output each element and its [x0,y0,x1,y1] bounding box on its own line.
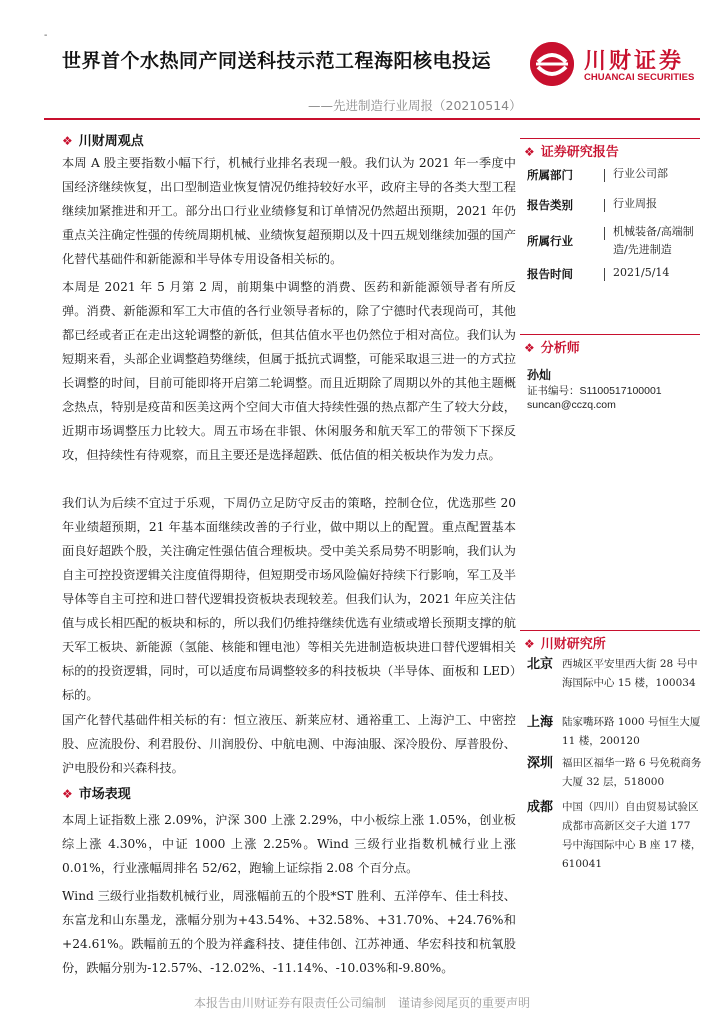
logo-text-en: CHUANCAI SECURITIES [584,72,695,83]
diamond-bullet-icon: ❖ [524,145,535,159]
sidebar-heading-report: ❖ 证券研究报告 [524,145,619,160]
paragraph: Wind 三级行业指数机械行业，周涨幅前五的个股*ST 胜利、五洋停车、佳士科技、东富龙和山东墨龙，涨幅分别为+43.54%、+32.58%、+31.70%、+24.76%和+24.61%。跌幅前五的个股为祥鑫科技、捷佳伟创、江苏神通、华宏科技和杭氧股份，跌幅分别为-12.57%、-12.02%、-11.14%、-10.03%和-9.80%。 [62,889,516,975]
sidebar-divider [520,630,700,631]
kv-separator [604,199,605,212]
paragraph: 本周是 2021 年 5 月第 2 周，前期集中调整的消费、医药和新能源领导者有所反弹。消费、新能源和军工大市值的各行业领导者标的，除了宁德时代表现尚可，其他都已经或者正在走出这轮调整的新低，但其估值水平也仍然位于相对高位。我们认为短期来看，头部企业调整趋势继续，但属于抵抗式调整，可能采取退三进一的方式拉长调整的时间，目前可能即将开启第二轮调整。而且近期除了周期以外的其他主题概念热点，特别是疫苗和医美这两个空间大市值大持续性强的热点都产生了较大分歧，近期市场调整压力比较大。周五市场在非银、休闲服务和航天军工的带领下下探反攻，但持续性有待观察，而且主要还是选择超跌、低估值的相关板块作为发力点。 [62,280,516,462]
corner-mark: - [44,30,48,41]
section-heading-market: ❖ 市场表现 [62,787,131,802]
report-info-label: 所属部门 [527,168,573,182]
report-info-value: 行业周报 [613,197,657,210]
logo-text-cn: 川财证券 [584,49,685,74]
paragraph: 本周上证指数上涨 2.09%，沪深 300 上涨 2.29%，中小板综上涨 1.05%，创业板综上涨 4.30%，中证 1000 上涨 2.25%。Wind 三级行业指数机械行业上涨 0.01%，行业涨幅周排名 52/62，跑输上证综指 2.08 个百分点。 [62,813,516,875]
diamond-bullet-icon: ❖ [524,637,535,651]
page-subtitle: ——先进制造行业周报（20210514） [308,98,522,113]
office-city: 上海 [527,715,554,730]
paragraph: 我们认为后续不宜过于乐观，下周仍立足防守反击的策略，控制仓位，优选那些 20 年业绩超预期，21 年基本面继续改善的子行业，做中期以上的配置。重点配置基本面良好超跌个股，关注确定性强估值合理板块。受中美关系局势不明影响，我们认为自主可控投资逻辑关注度值得期待，但短期受市场风险偏好持续下行影响，军工及半导体等自主可控和进口替代逻辑投资板块表现较差。但我们认为，2021 年应关注估值与成长相匹配的板块和标的，所以我们仍维持继续优选有业绩或增长预期支撑的航天军工板块、新能源（氢能、核能和锂电池）等相关先进制造板块进口替代逻辑相关标的的投资逻辑，同时，可以适度布局调整较多的科技板块（半导体、面板和 LED）标的。 [62,496,516,702]
report-info-label: 报告类别 [527,198,573,212]
kv-separator [604,227,605,240]
office-city: 深圳 [527,756,554,771]
diamond-bullet-icon: ❖ [62,134,73,148]
kv-separator [604,169,605,182]
paragraph: 本周 A 股主要指数小幅下行，机械行业排名表现一般。我们认为 2021 年一季度中国经济继续恢复，出口型制造业恢复情况仍维持较好水平，政府主导的各类大型工程继续加紧推进和开工。部分出口行业业绩修复和订单情况仍然超出预期，2021 年仍重点关注确定性强的传统周期机械、业绩恢复超预期以及十四五规划继续加强的国产化替代基础件和新能源和半导体专用设备相关标的。 [62,156,516,266]
report-info-label: 报告时间 [527,267,573,281]
logo-mark-icon [530,42,574,86]
analyst-cert: 证书编号：S1100517100001 [527,385,662,397]
diamond-bullet-icon: ❖ [62,787,73,801]
analyst-email[interactable]: suncan@cczq.com [527,399,616,411]
report-info-value: 行业公司部 [613,167,668,180]
company-logo [530,42,700,88]
office-address: 中国（四川）自由贸易试验区成都市高新区交子大道 177 号中海国际中心 B 座 17 楼，610041 [562,801,702,870]
page-footer: 本报告由川财证券有限责任公司编制 谨请参阅尾页的重要声明 [193,996,530,1010]
office-city: 北京 [527,657,554,672]
paragraph: 国产化替代基础件相关标的有：恒立液压、新莱应材、通裕重工、上海沪工、中密控股、应流股份、利君股份、川润股份、中航电测、中海油服、深冷股份、厚普股份、沪电股份和兴森科技。 [62,713,516,775]
office-address: 福田区福华一路 6 号免税商务大厦 32 层，518000 [562,757,702,788]
diamond-bullet-icon: ❖ [524,341,535,355]
page-title: 世界首个水热同产同送科技示范工程海阳核电投运 [62,50,492,72]
kv-separator [604,268,605,281]
office-address: 陆家嘴环路 1000 号恒生大厦 11 楼，200120 [562,716,701,747]
header-divider [44,118,700,120]
report-info-label: 所属行业 [527,234,573,248]
sidebar-divider [520,138,700,139]
office-city: 成都 [527,800,554,815]
analyst-name: 孙灿 [527,368,552,382]
office-address: 西城区平安里西大街 28 号中海国际中心 15 楼，100034 [562,658,698,689]
section-heading-views: ❖ 川财周观点 [62,134,144,149]
sidebar-heading-institute: ❖ 川财研究所 [524,637,606,652]
sidebar-divider [520,334,700,335]
report-info-value: 2021/5/14 [613,266,670,279]
report-info-value: 机械装备/高端制造/先进制造 [613,225,694,256]
sidebar-heading-analyst: ❖ 分析师 [524,341,580,356]
